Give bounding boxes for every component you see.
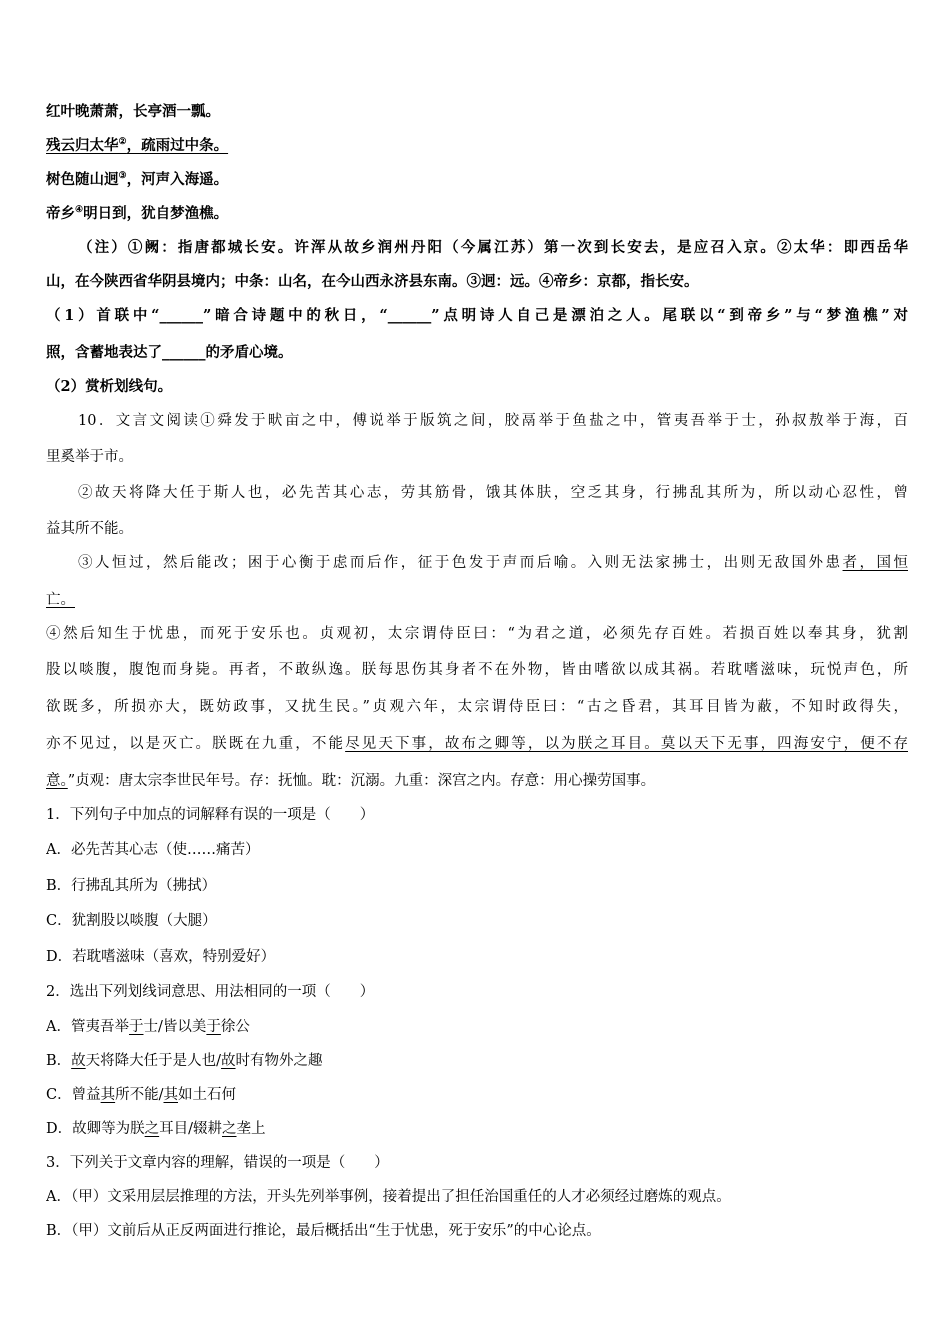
- q2d-text-2: 耳目/辍耕: [159, 1121, 223, 1137]
- poem-line-1-text: 红叶晚萧萧，长亭酒一瓢。: [46, 103, 220, 120]
- q2b-underlined-1: 故: [71, 1053, 86, 1069]
- passage-p4-line-3: 欲既多，所损亦大，既妨政事，又扰生民。”贞观六年，太宗谓侍臣曰：“古之昏君，其耳目皆为蔽，不知时政得失，: [46, 699, 908, 715]
- poem-line-3: [46, 170, 908, 190]
- question-2-option-d: [46, 1119, 908, 1139]
- q2c-text-2: 所不能/: [115, 1087, 164, 1103]
- passage-p4-underlined: 尽见天下事，故布之卿等，以为朕之耳目。莫以天下无事，四海安宁，便不存: [345, 736, 908, 752]
- question-3: 3．下列关于文章内容的理解，错误的一项是（ ）: [46, 1155, 389, 1171]
- q2b-text-3: 时有物外之趣: [235, 1053, 323, 1069]
- passage-p3-underlined-end: 亡。: [46, 592, 75, 608]
- footnote-marker-4: ④: [75, 205, 84, 216]
- q9-sub1-line-1: （1）首联中“______”暗合诗题中的秋日，“______”点明诗人自己是漂泊之人。尾联以“到帝乡”与“梦渔樵”对: [46, 307, 908, 324]
- question-2-option-b: [46, 1051, 908, 1071]
- q2b-text-2: 天将降大任于是人也/: [85, 1053, 222, 1069]
- passage-p1-line-2: 里奚举于市。: [46, 449, 133, 465]
- poem-line-3-rest: ，河声入海遥。: [126, 171, 229, 188]
- passage-p4-line-1: ④然后知生于忧患，而死于安乐也。贞观初，太宗谓侍臣曰：“为君之道，必须先存百姓。若损百姓以奉其身，犹割: [46, 626, 908, 642]
- passage-p1-line-1: 10．文言文阅读①舜发于畎亩之中，傅说举于版筑之间，胶鬲举于鱼盐之中，管夷吾举于士，孙叔敖举于海，百: [78, 413, 908, 429]
- passage-p3-line-1: [78, 553, 908, 573]
- question-1-option-a: A．必先苦其心志（使……痛苦）: [46, 842, 260, 858]
- q2a-underlined-1: 于: [128, 1019, 144, 1035]
- q2c-text-1: C．曾益: [46, 1087, 101, 1103]
- question-1-option-d: D．若耽嗜滋味（喜欢，特别爱好）: [46, 949, 276, 965]
- passage-p4-underlined-end: 意。: [46, 773, 68, 789]
- passage-p2-line-1: ②故天将降大任于斯人也，必先苦其心志，劳其筋骨，饿其体肤，空乏其身，行拂乱其所为，所以动心忍性，曾: [78, 485, 908, 501]
- question-2-option-c: [46, 1085, 908, 1105]
- question-1-option-c: C．犹割股以啖腹（大腿）: [46, 913, 217, 929]
- question-1-option-b: B．行拂乱其所为（拂拭）: [46, 878, 217, 894]
- passage-p3-line-2: [46, 590, 908, 610]
- passage-p4-text: 亦不见过，以是灭亡。朕既在九重，不能: [46, 736, 346, 752]
- q2c-underlined-2: 其: [163, 1087, 178, 1103]
- passage-p4-line-4: [46, 734, 908, 754]
- q2a-text-2: 士/皆以美: [143, 1019, 207, 1035]
- passage-p3-text: ③人恒过，然后能改；困于心衡于虑而后作，征于色发于声而后喻。入则无法家拂士，出则无敌国外患: [78, 555, 843, 571]
- poem-line-2-text: 残云归太华: [46, 137, 119, 154]
- question-2: 2．选出下列划线词意思、用法相同的一项（ ）: [46, 984, 375, 1000]
- q2a-text-1: A．管夷吾举: [46, 1019, 129, 1035]
- q2d-underlined-1: 之: [144, 1121, 160, 1137]
- passage-p4-line-5: [46, 771, 908, 791]
- q2c-underlined-1: 其: [100, 1087, 116, 1103]
- passage-p3-underlined: 者，国恒: [842, 555, 908, 571]
- q2b-underlined-2: 故: [221, 1053, 236, 1069]
- q9-sub1-line-2: 照，含蓄地表达了______的矛盾心境。: [46, 344, 293, 361]
- q2d-text-3: 垄上: [236, 1121, 266, 1137]
- question-2-option-a: [46, 1017, 908, 1037]
- q2a-text-3: 徐公: [220, 1019, 250, 1035]
- poem-line-2-rest: ，疏雨过中条。: [126, 137, 229, 154]
- q2d-underlined-2: 之: [222, 1121, 237, 1137]
- q9-sub2: （2）赏析划线句。: [46, 378, 173, 395]
- poem-line-4-rest: 明日到，犹自梦渔樵。: [83, 205, 229, 222]
- poem-line-4-text: 帝乡: [46, 205, 75, 222]
- q2b-text-1: B．: [46, 1053, 72, 1069]
- passage-p4-line-2: 股以啖腹，腹饱而身毙。再者，不敢纵逸。朕每思伤其身者不在外物，皆由嗜欲以成其祸。若耽嗜滋味，玩悦声色，所: [46, 662, 908, 678]
- poem-line-4: [46, 204, 908, 224]
- poem-line-1: [46, 102, 908, 122]
- footnote-marker-2: ②: [118, 137, 127, 148]
- passage-notes: ”贞观：唐太宗李世民年号。存：抚恤。耽：沉溺。九重：深宫之内。存意：用心操劳国事。: [67, 773, 656, 789]
- footnote-marker-3: ③: [118, 171, 127, 182]
- passage-p2-line-2: 益其所不能。: [46, 521, 133, 537]
- note-line-2: 山，在今陕西省华阴县境内；中条：山名，在今山西永济县东南。③迥：远。④帝乡：京都，指长安。: [46, 273, 699, 290]
- q2c-text-3: 如土石何: [178, 1087, 236, 1103]
- q2d-text-1: D．故卿等为朕: [46, 1121, 145, 1137]
- question-1: 1．下列句子中加点的词解释有误的一项是（ ）: [46, 807, 375, 823]
- question-3-option-b: B．（甲）文前后从正反两面进行推论，最后概括出“生于忧患，死于安乐”的中心论点。: [46, 1223, 601, 1239]
- q2a-underlined-2: 于: [206, 1019, 221, 1035]
- poem-line-2: [46, 136, 908, 156]
- question-3-option-a: A．（甲）文采用层层推理的方法，开头先列举事例，接着提出了担任治国重任的人才必须经过磨炼的观点。: [46, 1189, 731, 1205]
- note-line-1: （注）①阙：指唐都城长安。许浑从故乡润州丹阳（今属江苏）第一次到长安去，是应召入京。②太华：即西岳华: [78, 239, 908, 256]
- poem-line-3-text: 树色随山迥: [46, 171, 119, 188]
